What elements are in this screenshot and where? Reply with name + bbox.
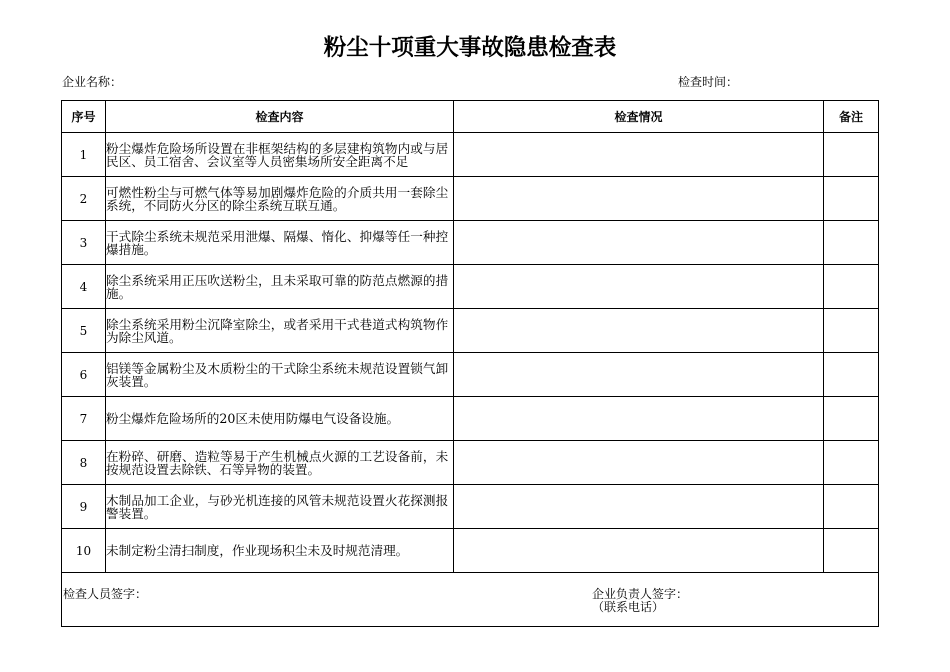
inspector-signature-label: 检查人员签字：: [63, 587, 148, 601]
row-number: 3: [62, 221, 106, 265]
check-content-text: 可燃性粉尘与可燃气体等易加剧爆炸危险的介质共用一套除尘系统，不同防火分区的除尘系统互联互通。: [106, 184, 449, 213]
header-status: 检查情况: [454, 101, 824, 133]
check-status-cell[interactable]: [454, 177, 824, 221]
remark-cell[interactable]: [824, 485, 879, 529]
table-row: [62, 133, 879, 177]
table-row: [62, 353, 879, 397]
check-content-text: 铝镁等金属粉尘及木质粉尘的干式除尘系统未规范设置锁气卸灰装置。: [106, 360, 449, 389]
table-row: [62, 309, 879, 353]
table-row: [62, 265, 879, 309]
check-content-text: 粉尘爆炸危险场所的20区未使用防爆电气设备设施。: [106, 411, 400, 426]
remark-cell[interactable]: [824, 265, 879, 309]
check-content: [106, 441, 454, 485]
check-content-text: 干式除尘系统未规范采用泄爆、隔爆、惰化、抑爆等任一种控爆措施。: [106, 228, 449, 257]
row-number: 6: [62, 353, 106, 397]
table-row: [62, 485, 879, 529]
contact-phone-label: （联系电话）: [592, 600, 665, 614]
remark-cell[interactable]: [824, 221, 879, 265]
table-header-row: [62, 101, 879, 133]
check-content-text: 未制定粉尘清扫制度，作业现场积尘未及时规范清理。: [106, 543, 409, 558]
check-content-text: 粉尘爆炸危险场所设置在非框架结构的多层建构筑物内或与居民区、员工宿舍、会议室等人员密集场所安全距离不足: [106, 140, 449, 169]
check-content: [106, 485, 454, 529]
page-title: 粉尘十项重大事故隐患检查表: [323, 35, 617, 61]
remark-cell[interactable]: [824, 441, 879, 485]
check-content: [106, 133, 454, 177]
header-no: 序号: [62, 101, 106, 133]
remark-cell[interactable]: [824, 353, 879, 397]
check-content: [106, 177, 454, 221]
check-status-cell[interactable]: [454, 529, 824, 573]
header-content: 检查内容: [106, 101, 454, 133]
row-number: 7: [62, 397, 106, 441]
check-status-cell[interactable]: [454, 353, 824, 397]
remark-cell[interactable]: [824, 309, 879, 353]
header-remark: 备注: [824, 101, 879, 133]
check-content: [106, 309, 454, 353]
row-number: 1: [62, 133, 106, 177]
table-row: [62, 397, 879, 441]
hazard-checklist-table: [61, 100, 879, 627]
signature-area[interactable]: [62, 573, 879, 627]
row-number: 9: [62, 485, 106, 529]
remark-cell[interactable]: [824, 133, 879, 177]
row-number: 8: [62, 441, 106, 485]
check-content-text: 在粉碎、研磨、造粒等易于产生机械点火源的工艺设备前，未按规范设置去除铁、石等异物的装置。: [106, 448, 449, 477]
inspection-date-label: 检查时间：: [678, 75, 739, 89]
check-content: [106, 529, 454, 573]
check-status-cell[interactable]: [454, 221, 824, 265]
table-row: [62, 441, 879, 485]
remark-cell[interactable]: [824, 397, 879, 441]
table-row: [62, 221, 879, 265]
row-number: 4: [62, 265, 106, 309]
check-content: [106, 353, 454, 397]
company-name-label: 企业名称：: [62, 75, 123, 89]
check-status-cell[interactable]: [454, 133, 824, 177]
remark-cell[interactable]: [824, 177, 879, 221]
check-content-text: 木制品加工企业，与砂光机连接的风管未规范设置火花探测报警装置。: [106, 492, 449, 521]
check-status-cell[interactable]: [454, 309, 824, 353]
check-status-cell[interactable]: [454, 265, 824, 309]
row-number: 5: [62, 309, 106, 353]
remark-cell[interactable]: [824, 529, 879, 573]
check-content-text: 除尘系统采用粉尘沉降室除尘，或者采用干式巷道式构筑物作为除尘风道。: [106, 316, 449, 345]
check-content: [106, 265, 454, 309]
row-number: 10: [62, 529, 106, 573]
signature-area-inner: [62, 573, 878, 626]
check-content: [106, 397, 454, 441]
table-row: [62, 177, 879, 221]
check-content: [106, 221, 454, 265]
check-status-cell[interactable]: [454, 397, 824, 441]
row-number: 2: [62, 177, 106, 221]
manager-signature-label: 企业负责人签字：: [592, 587, 689, 601]
signature-row: [62, 573, 879, 627]
check-status-cell[interactable]: [454, 485, 824, 529]
check-status-cell[interactable]: [454, 441, 824, 485]
table-row: [62, 529, 879, 573]
check-content-text: 除尘系统采用正压吹送粉尘，且未采取可靠的防范点燃源的措施。: [106, 272, 449, 301]
